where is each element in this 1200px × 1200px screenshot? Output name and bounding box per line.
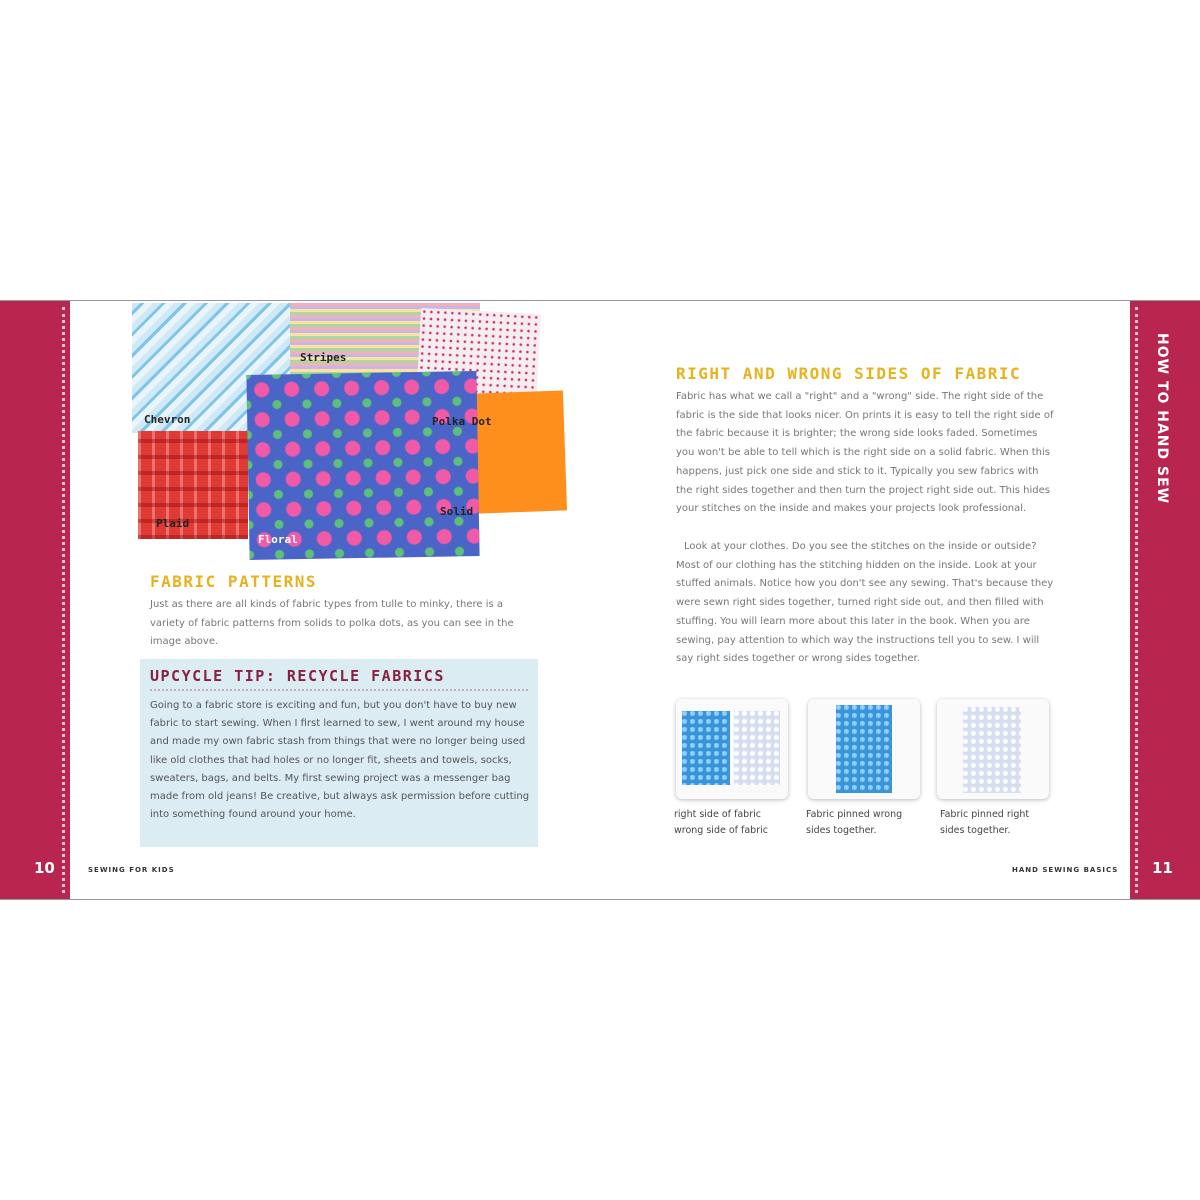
- caption-line: sides together.: [940, 825, 1011, 836]
- fabric-pinned: [836, 705, 892, 793]
- chapter-tab: HOW TO HAND SEW: [1154, 333, 1170, 505]
- photo-right-and-wrong-side: [676, 699, 788, 799]
- stitch-line: [1135, 307, 1138, 893]
- label-stripes: Stripes: [300, 351, 347, 364]
- caption-line: Fabric pinned right: [940, 809, 1030, 820]
- caption-2: [806, 807, 902, 839]
- book-spread: [0, 300, 1200, 900]
- fabric-collage-photo: [130, 303, 570, 558]
- fabric-right-side: [682, 711, 730, 785]
- right-wrong-paragraph-2: Look at your clothes. Do you see the stitches on the inside or outside? Most of our clothing has the stitching hidden on the inside. Look at your stuffed animals. Notice how you don't see any sewing. That's because they were sewn right sides together, turned right side out, and then filled with stuffing. You will learn more about this later in the book. When you are sewing, pay attention to which way the instructions tell you to sew. I will say right sides together or wrong sides together.: [676, 541, 1054, 665]
- left-edge-band: [0, 301, 70, 899]
- label-plaid: Plaid: [156, 517, 190, 530]
- fabric-patterns-heading: FABRIC PATTERNS: [150, 572, 317, 591]
- photo-wrong-sides-together: [808, 699, 920, 799]
- footer-right: HAND SEWING BASICS: [1012, 866, 1119, 874]
- photo-right-sides-together: [937, 699, 1049, 799]
- right-wrong-heading: RIGHT AND WRONG SIDES OF FABRIC: [676, 364, 1022, 383]
- floral-swatch: [246, 371, 479, 560]
- tip-text: Going to a fabric store is exciting and fun, but you don't have to buy new fabric to start sewing. When I first learned to sew, I went around my house and made my own fabric stash from things that were no longer being used like old clothes that had holes or no longer fit, sheets and towels, socks, sweaters, bags, and belts. My first sewing project was a messenger bag made from old jeans! Be creative, but always ask permission before cutting into something found around your home.: [150, 700, 530, 821]
- label-floral: Floral: [258, 533, 298, 546]
- label-polka-dot: Polka Dot: [432, 415, 492, 428]
- caption-line: sides together.: [806, 825, 877, 836]
- label-chevron: Chevron: [144, 413, 191, 426]
- fabric-wrong-side: [734, 711, 780, 785]
- page-number-left: 10: [34, 859, 55, 877]
- caption-3: [940, 807, 1029, 839]
- caption-line: right side of fabric: [674, 809, 761, 820]
- upcycle-tip-box: [140, 659, 538, 847]
- dotted-divider: [150, 689, 528, 691]
- label-solid: Solid: [440, 505, 474, 518]
- caption-1: [674, 807, 768, 839]
- stitch-line: [62, 307, 65, 893]
- plaid-swatch: [138, 431, 248, 539]
- fabric-pinned: [963, 707, 1021, 793]
- fabric-patterns-text: Just as there are all kinds of fabric types from tulle to minky, there is a variety of fabric patterns from solids to polka dots, as you can see in the image above.: [150, 599, 514, 648]
- page-number-right: 11: [1152, 859, 1173, 877]
- right-wrong-paragraph-1: Fabric has what we call a "right" and a "wrong" side. The right side of the fabric is the side that looks nicer. On prints it is easy to tell the right side of the fabric because it is brighter; the wrong side looks faded. Sometimes you won't be able to tell which is the right side on a solid fabric. When this happens, just pick one side and stick to it. Typically you sew fabrics with the right sides together and then turn the project right side out. This hides your stitches on the inside and makes your projects look professional.: [676, 391, 1054, 515]
- tip-heading: UPCYCLE TIP: RECYCLE FABRICS: [150, 667, 445, 685]
- caption-line: wrong side of fabric: [674, 825, 768, 836]
- footer-left: SEWING FOR KIDS: [88, 866, 175, 874]
- caption-line: Fabric pinned wrong: [806, 809, 903, 820]
